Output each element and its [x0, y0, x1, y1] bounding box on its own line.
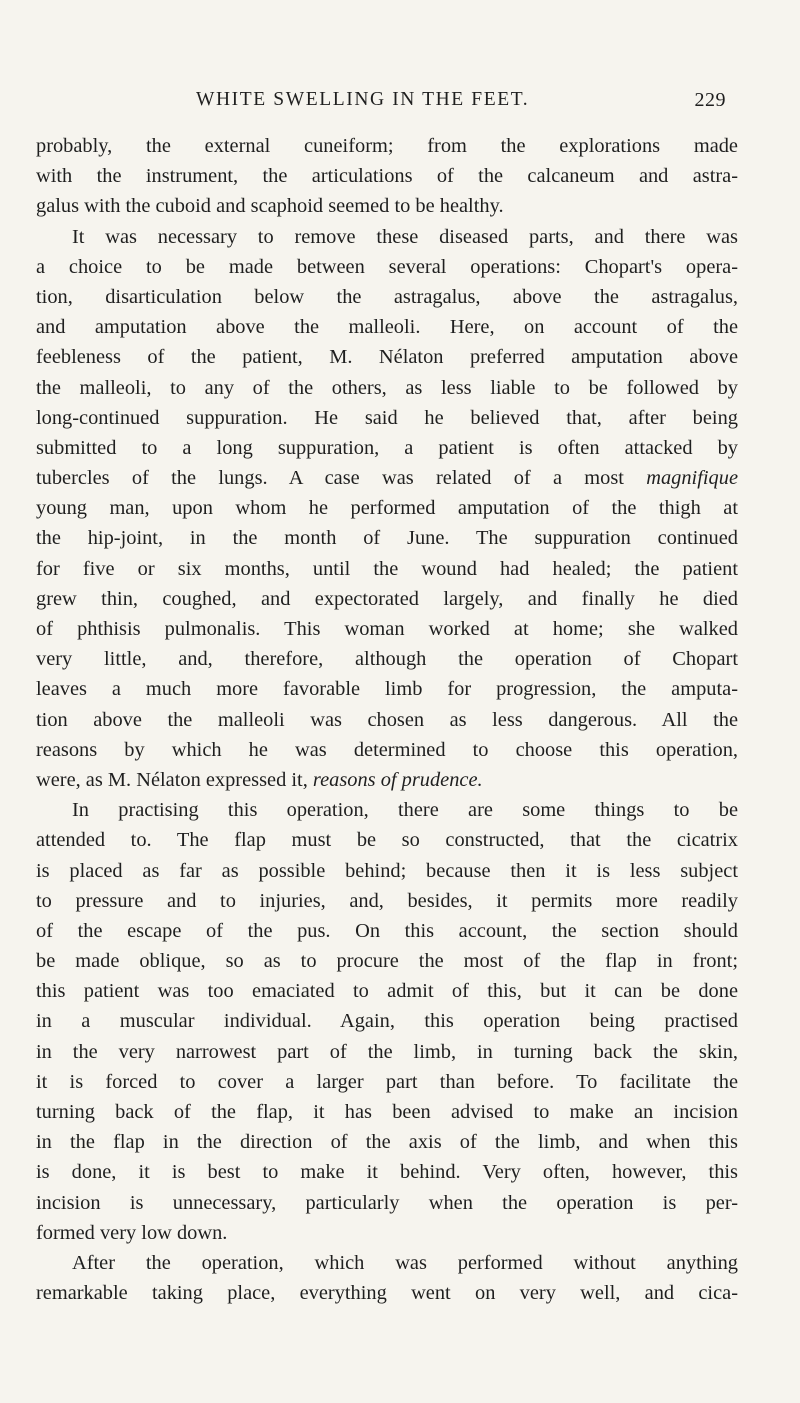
page-header	[196, 89, 726, 113]
text-line: galus with the cuboid and scaphoid seemed to be healthy.	[36, 195, 504, 218]
text-line: grew thin, coughed, and expectorated largely, and finally he died	[36, 587, 738, 610]
text-line: is placed as far as possible behind; because then it is less subject	[36, 859, 738, 882]
text-line: attended to. The flap must be so constructed, that the cicatrix	[36, 829, 738, 852]
text-line: it is forced to cover a larger part than before. To facilitate the	[36, 1070, 738, 1093]
text-line: tion above the malleoli was chosen as less dangerous. All the	[36, 708, 738, 731]
text-line: in the very narrowest part of the limb, in turning back the skin,	[36, 1040, 738, 1063]
text-line: and amputation above the malleoli. Here, on account of the	[36, 316, 738, 339]
text-line: the malleoli, to any of the others, as less liable to be followed by	[36, 376, 738, 399]
text-line: remarkable taking place, everything went on very well, and cica-	[36, 1282, 738, 1305]
text-line: with the instrument, the articulations of the calcaneum and astra-	[36, 165, 738, 188]
text-line: be made oblique, so as to procure the most of the flap in front;	[36, 950, 738, 973]
text-line	[36, 765, 738, 795]
text-line: of the escape of the pus. On this account, the section should	[36, 919, 738, 942]
text-line: to pressure and to injuries, and, besides, it permits more readily	[36, 889, 738, 912]
text-line: submitted to a long suppuration, a patient is often attacked by	[36, 436, 738, 459]
text-line: very little, and, therefore, although the operation of Chopart	[36, 648, 738, 671]
text-line: for five or six months, until the wound had healed; the patient	[36, 557, 738, 580]
text-line: feebleness of the patient, M. Nélaton preferred amputation above	[36, 346, 738, 369]
text-line: incision is unnecessary, particularly when the operation is per-	[36, 1191, 738, 1214]
text-line: leaves a much more favorable limb for progression, the amputa-	[36, 678, 738, 701]
running-head: WHITE SWELLING IN THE FEET.	[196, 89, 530, 110]
text-line: in the flap in the direction of the axis of the limb, and when this	[36, 1131, 738, 1154]
text-line: After the operation, which was performed without anything	[72, 1251, 738, 1274]
text-line: reasons by which he was determined to choose this operation,	[36, 738, 738, 761]
text-line	[36, 463, 738, 493]
text-line: the hip-joint, in the month of June. The suppuration continued	[36, 527, 738, 550]
italic-text: reasons of prudence.	[312, 768, 483, 791]
text-line: turning back of the flap, it has been advised to make an incision	[36, 1101, 738, 1123]
text-span: tubercles of the lungs. A case was related of a most	[36, 467, 624, 490]
text-line: young man, upon whom he performed amputation of the thigh at	[36, 497, 738, 520]
italic-text: magnifique	[646, 467, 738, 490]
text-line: probably, the external cuneiform; from the explorations made	[36, 135, 738, 157]
text-line: a choice to be made between several operations: Chopart's opera-	[36, 255, 738, 278]
text-line: tion, disarticulation below the astragalus, above the astragalus,	[36, 285, 738, 308]
text-line: in a muscular individual. Again, this operation being practised	[36, 1010, 738, 1033]
text-line: It was necessary to remove these diseased parts, and there was	[72, 225, 738, 248]
text-line: of phthisis pulmonalis. This woman worked at home; she walked	[36, 618, 738, 640]
text-line: is done, it is best to make it behind. Very often, however, this	[36, 1161, 738, 1184]
text-line: formed very low down.	[36, 1221, 228, 1244]
page-number: 229	[694, 89, 726, 111]
text-line: this patient was too emaciated to admit of this, but it can be done	[36, 980, 738, 1003]
text-line: In practising this operation, there are some things to be	[72, 799, 738, 822]
text-line: long-continued suppuration. He said he believed that, after being	[36, 406, 738, 429]
body-text	[36, 131, 738, 1308]
text-span: were, as M. Nélaton expressed it,	[36, 768, 308, 791]
